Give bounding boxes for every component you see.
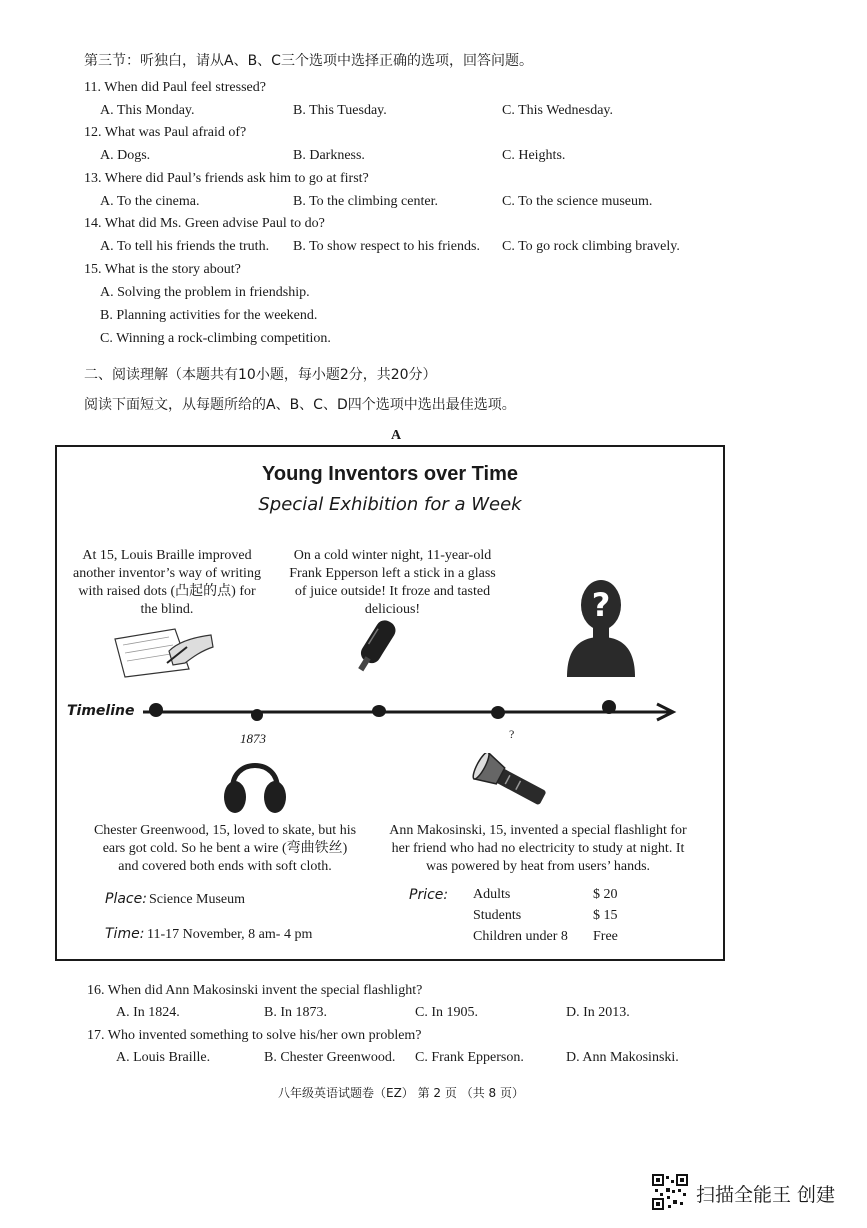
q15-option-a: A. Solving the problem in friendship.: [100, 285, 310, 300]
price-students-label: Students: [473, 908, 522, 923]
svg-text:?: ?: [591, 586, 611, 624]
q17-option-a: A. Louis Braille.: [116, 1050, 211, 1065]
timeline-dot-1: [149, 703, 163, 717]
price-children-label: Children under 8: [473, 929, 568, 944]
q14-option-c: C. To go rock climbing bravely.: [502, 239, 680, 254]
q12-text: 12. What was Paul afraid of?: [84, 125, 247, 140]
q13-option-c: C. To the science museum.: [502, 194, 653, 209]
q13-option-b: B. To the climbing center.: [293, 194, 438, 209]
price-students-amount: $ 15: [593, 908, 618, 923]
q15-option-c: C. Winning a rock-climbing competition.: [100, 331, 331, 346]
q17-option-b: B. Chester Greenwood.: [264, 1050, 396, 1065]
q16-option-a: A. In 1824.: [116, 1005, 180, 1020]
q11-option-c: C. This Wednesday.: [502, 103, 613, 118]
makosinski-description: Ann Makosinski, 15, invented a special flashlight for her friend who had no electricity to study at night. It was powered by heat from users’ hands.: [389, 823, 687, 874]
timeline-dot-2: [251, 709, 263, 721]
mystery-person-icon: [563, 575, 639, 677]
part2-instructions: 阅读下面短文，从每题所给的A、B、C、D四个选项中选出最佳选项。: [84, 397, 516, 413]
q14-option-a: A. To tell his friends the truth.: [100, 239, 270, 254]
section3-heading: 第三节：听独白，请从A、B、C三个选项中选择正确的选项，回答问题。: [84, 53, 533, 69]
passage-label: A: [391, 428, 402, 443]
poster-subtitle: Special Exhibition for a Week: [258, 494, 522, 515]
q17-option-c: C. Frank Epperson.: [415, 1050, 524, 1065]
popsicle-icon: [343, 611, 413, 677]
q11-text: 11. When did Paul feel stressed?: [84, 80, 266, 95]
timeline-dot-4: [491, 706, 505, 719]
timeline-label: Timeline: [67, 703, 135, 719]
time-label: Time:: [105, 926, 145, 942]
price-children-amount: Free: [593, 929, 618, 944]
price-adults-label: Adults: [473, 887, 511, 902]
q15-option-b: B. Planning activities for the weekend.: [100, 308, 318, 323]
q15-text: 15. What is the story about?: [84, 262, 241, 277]
q14-option-b: B. To show respect to his friends.: [293, 239, 480, 254]
q11-option-a: A. This Monday.: [100, 103, 195, 118]
q12-option-a: A. Dogs.: [100, 148, 151, 163]
q17-option-d: D. Ann Makosinski.: [566, 1050, 679, 1065]
place-value: Science Museum: [149, 892, 246, 907]
poster-title: Young Inventors over Time: [262, 463, 518, 485]
q12-option-c: C. Heights.: [502, 148, 566, 163]
q13-option-a: A. To the cinema.: [100, 194, 200, 209]
part2-heading: 二、阅读理解（本题共有10小题，每小题2分，共20分）: [84, 367, 437, 383]
price-adults-amount: $ 20: [593, 887, 618, 902]
price-label: Price:: [409, 887, 449, 903]
time-value: 11-17 November, 8 am- 4 pm: [147, 927, 313, 942]
braille-description: At 15, Louis Braille improved another inventor’s way of writing with raised dots (凸起的点) for the blind.: [73, 548, 261, 617]
flashlight-icon: [471, 753, 553, 811]
scanner-watermark: 扫描全能王 创建: [696, 1184, 836, 1206]
q16-option-d: D. In 2013.: [566, 1005, 630, 1020]
q11-option-b: B. This Tuesday.: [293, 103, 387, 118]
q13-text: 13. Where did Paul’s friends ask him to go at first?: [84, 171, 369, 186]
timeline-dot-5: [602, 700, 616, 714]
epperson-description: On a cold winter night, 11-year-old Frank Epperson left a stick in a glass of juice outside! It froze and tasted delicious!: [289, 548, 496, 617]
writing-hand-icon: [109, 623, 217, 681]
year-1873-label: 1873: [240, 731, 266, 746]
place-label: Place:: [105, 891, 147, 907]
greenwood-description: Chester Greenwood, 15, loved to skate, but his ears got cold. So he bent a wire (弯曲铁丝) and covered both ends with soft cloth.: [93, 823, 357, 874]
q16-option-b: B. In 1873.: [264, 1005, 327, 1020]
qr-code-icon: [652, 1174, 688, 1210]
q17-text: 17. Who invented something to solve his/her own problem?: [87, 1028, 422, 1043]
q16-text: 16. When did Ann Makosinski invent the special flashlight?: [87, 983, 423, 998]
timeline-dot-3: [372, 705, 386, 717]
earmuffs-icon: [223, 747, 287, 817]
year-unknown-label: ?: [509, 727, 515, 741]
q12-option-b: B. Darkness.: [293, 148, 365, 163]
page-footer: 八年级英语试题卷（EZ） 第 2 页 （共 8 页）: [278, 1086, 524, 1100]
q16-option-c: C. In 1905.: [415, 1005, 478, 1020]
q14-text: 14. What did Ms. Green advise Paul to do?: [84, 216, 325, 231]
exhibition-poster: [55, 445, 725, 961]
